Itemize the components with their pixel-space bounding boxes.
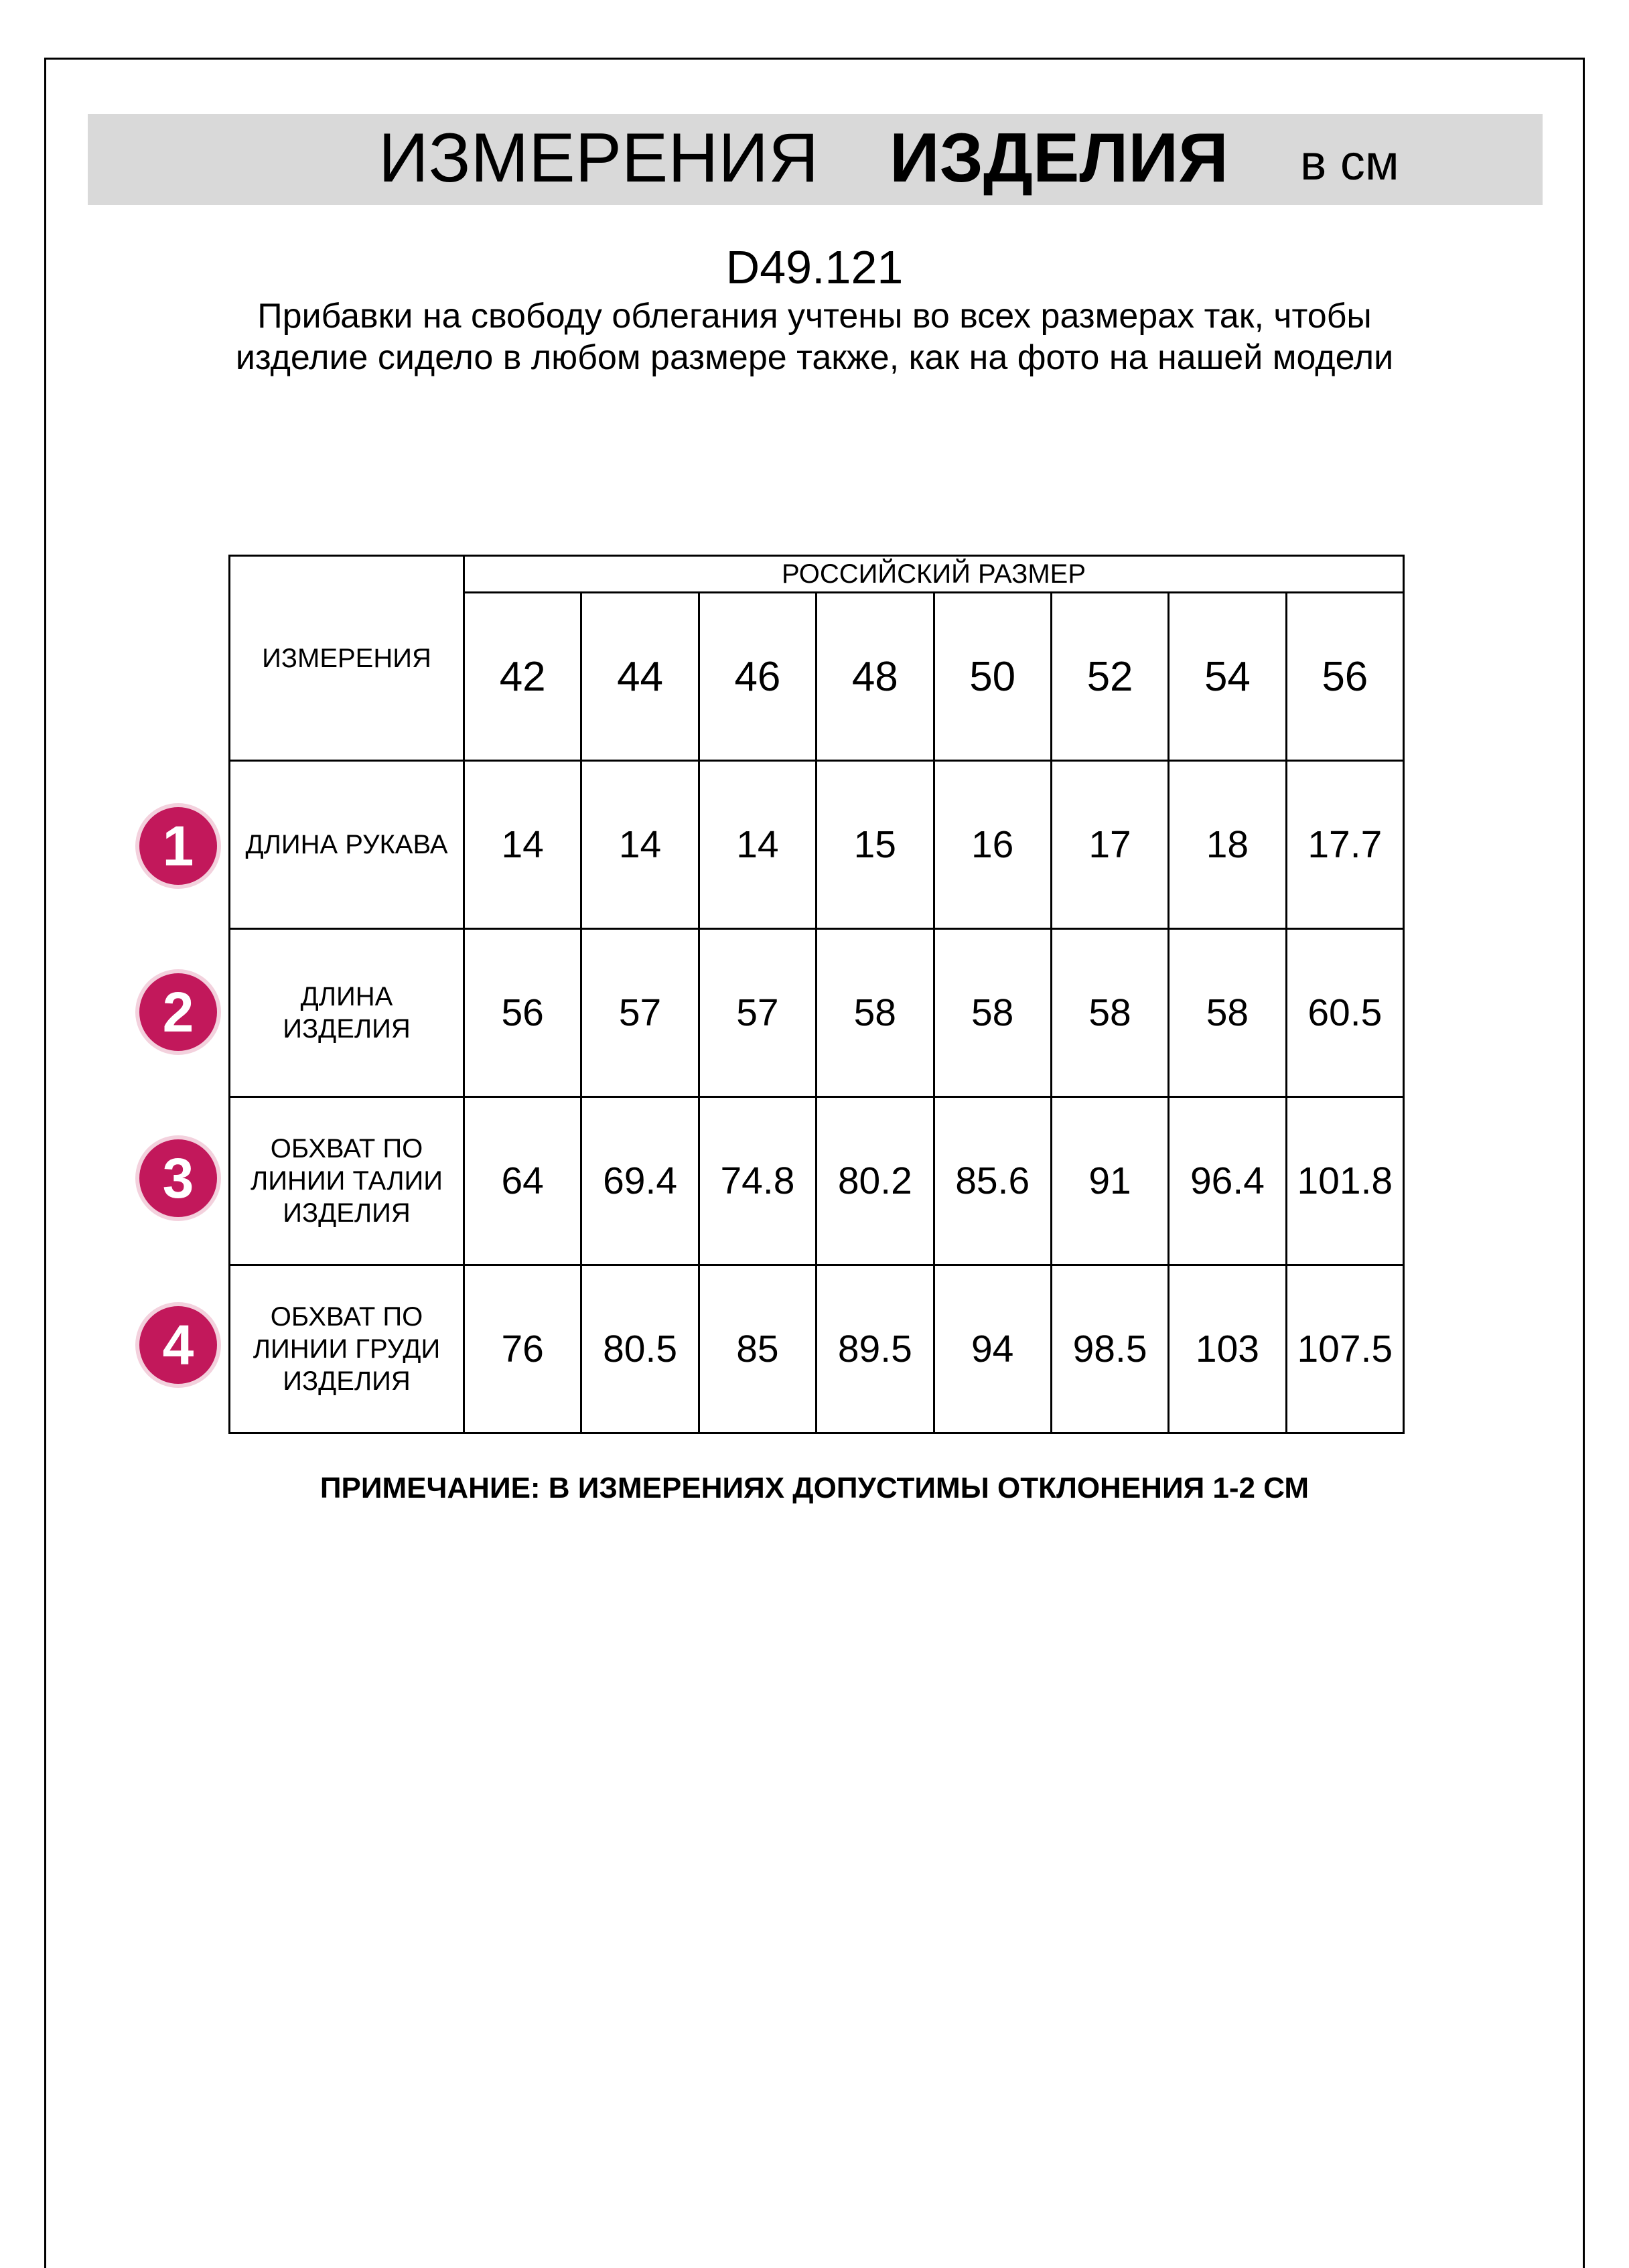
table-cell: 101.8 — [1286, 1097, 1403, 1265]
product-code: D49.121 — [725, 241, 904, 293]
table-row — [230, 929, 1404, 1097]
table-row — [230, 1097, 1404, 1265]
size-table — [228, 555, 1405, 1434]
table-cell: 60.5 — [1286, 929, 1403, 1097]
table-cell: 57 — [581, 929, 699, 1097]
size-header-cell: 46 — [699, 593, 816, 761]
title-unit: в см — [1300, 135, 1399, 190]
table-cell: 74.8 — [699, 1097, 816, 1265]
row-label: ДЛИНА ИЗДЕЛИЯ — [230, 929, 464, 1097]
size-header-cell: 56 — [1286, 593, 1403, 761]
row-number-badge: 4 — [139, 1306, 217, 1384]
table-cell: 98.5 — [1051, 1265, 1168, 1433]
table-cell: 58 — [934, 929, 1051, 1097]
table-cell: 58 — [817, 929, 934, 1097]
table-cell: 18 — [1169, 761, 1286, 929]
row-number-badge: 1 — [139, 807, 217, 885]
title-measurements: ИЗМЕРЕНИЯ — [378, 119, 819, 197]
size-header-cell: 48 — [817, 593, 934, 761]
table-cell: 16 — [934, 761, 1051, 929]
table-cell: 15 — [817, 761, 934, 929]
measurements-header: ИЗМЕРЕНИЯ — [230, 556, 464, 761]
table-cell: 96.4 — [1169, 1097, 1286, 1265]
table-cell: 17.7 — [1286, 761, 1403, 929]
table-cell: 103 — [1169, 1265, 1286, 1433]
table-cell: 14 — [581, 761, 699, 929]
table-cell: 85.6 — [934, 1097, 1051, 1265]
row-label: ДЛИНА РУКАВА — [230, 761, 464, 929]
row-label: ОБХВАТ ПО ЛИНИИ ГРУДИ ИЗДЕЛИЯ — [230, 1265, 464, 1433]
table-cell: 91 — [1051, 1097, 1168, 1265]
table-cell: 76 — [464, 1265, 581, 1433]
table-cell: 58 — [1051, 929, 1168, 1097]
table-cell: 94 — [934, 1265, 1051, 1433]
table-cell: 64 — [464, 1097, 581, 1265]
table-cell: 80.5 — [581, 1265, 699, 1433]
size-header-cell: 50 — [934, 593, 1051, 761]
fit-description: Прибавки на свободу облегания учтены во всех размерах так, чтобы изделие сидело в любом размере также, как на фото на нашей модели — [235, 297, 1394, 377]
table-cell: 107.5 — [1286, 1265, 1403, 1433]
table-cell: 58 — [1169, 929, 1286, 1097]
table-row — [230, 1265, 1404, 1433]
table-cell: 85 — [699, 1265, 816, 1433]
size-header-cell: 44 — [581, 593, 699, 761]
tolerance-note: ПРИМЕЧАНИЕ: В ИЗМЕРЕНИЯХ ДОПУСТИМЫ ОТКЛОНЕНИЯ 1-2 СМ — [320, 1472, 1309, 1504]
table-cell: 17 — [1051, 761, 1168, 929]
title-product: ИЗДЕЛИЯ — [890, 119, 1228, 197]
row-label: ОБХВАТ ПО ЛИНИИ ТАЛИИ ИЗДЕЛИЯ — [230, 1097, 464, 1265]
table-cell: 57 — [699, 929, 816, 1097]
table-cell: 14 — [699, 761, 816, 929]
russian-size-header: РОССИЙСКИЙ РАЗМЕР — [464, 556, 1404, 593]
table-cell: 56 — [464, 929, 581, 1097]
table-cell: 89.5 — [817, 1265, 934, 1433]
row-number-badge: 2 — [139, 973, 217, 1051]
size-header-cell: 42 — [464, 593, 581, 761]
size-header-cell: 52 — [1051, 593, 1168, 761]
row-number-badge: 3 — [139, 1139, 217, 1217]
table-cell: 80.2 — [817, 1097, 934, 1265]
table-row — [230, 761, 1404, 929]
table-cell: 14 — [464, 761, 581, 929]
size-header-cell: 54 — [1169, 593, 1286, 761]
table-cell: 69.4 — [581, 1097, 699, 1265]
